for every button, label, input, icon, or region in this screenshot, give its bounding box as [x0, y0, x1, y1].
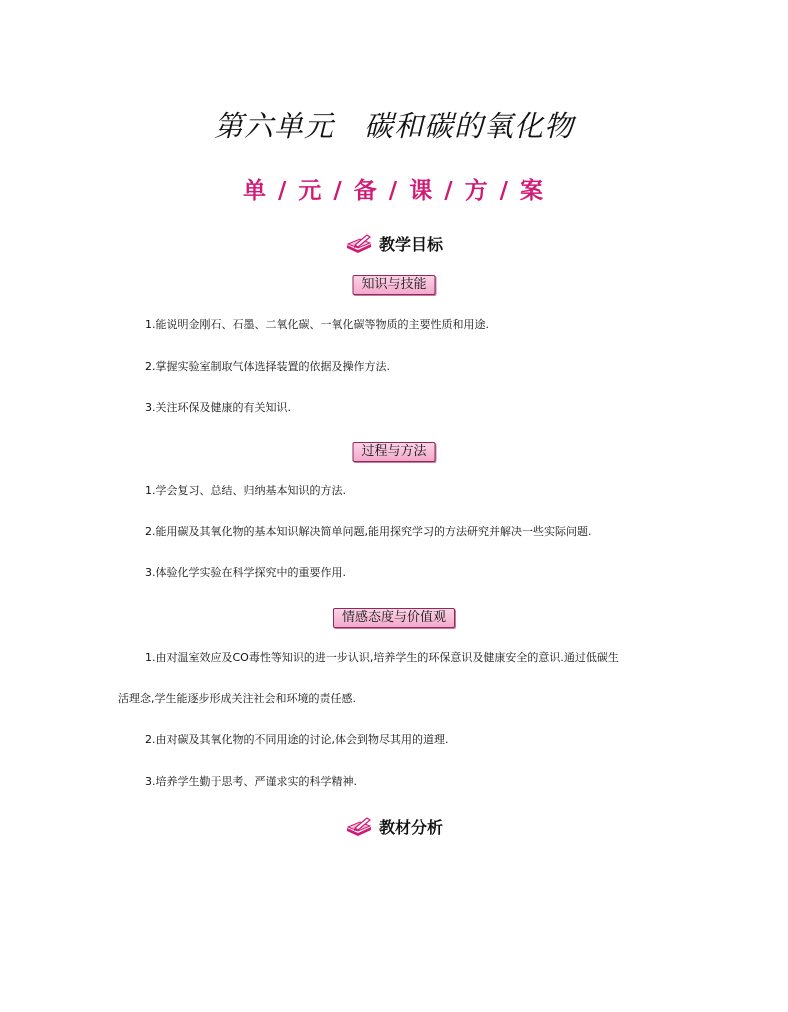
paragraph: 3.体验化学实验在科学探究中的重要作用.	[145, 566, 346, 579]
section-heading-material-analysis: 教材分析	[0, 815, 788, 838]
page-subtitle: 单 / 元 / 备 / 课 / 方 / 案	[242, 178, 546, 204]
book-pencil-icon	[345, 816, 373, 838]
paragraph-continuation: 活理念,学生能逐步形成关注社会和环境的责任感.	[118, 692, 356, 705]
paragraph: 1.学会复习、总结、归纳基本知识的方法.	[145, 484, 346, 497]
paragraph: 2.掌握实验室制取气体选择装置的依据及操作方法.	[145, 360, 390, 373]
paragraph: 2.由对碳及其氧化物的不同用途的讨论,体会到物尽其用的道理.	[145, 733, 449, 746]
book-pencil-icon	[345, 233, 373, 255]
tag-knowledge-skills: 知识与技能	[352, 275, 435, 295]
paragraph: 2.能用碳及其氧化物的基本知识解决简单问题,能用探究学习的方法研究并解决一些实际问题.	[145, 525, 592, 538]
section-heading-teaching-goals: 教学目标	[0, 232, 788, 255]
paragraph: 1.由对温室效应及CO毒性等知识的进一步认识,培养学生的环保意识及健康安全的意识.通过低碳生	[145, 651, 619, 664]
paragraph: 3.培养学生勤于思考、严谨求实的科学精神.	[145, 775, 357, 788]
paragraph: 3.关注环保及健康的有关知识.	[145, 401, 291, 414]
paragraph: 1.能说明金刚石、石墨、二氧化碳、一氧化碳等物质的主要性质和用途.	[145, 318, 489, 331]
tag-emotion-values: 情感态度与价值观	[333, 608, 455, 628]
tag-process-methods: 过程与方法	[352, 442, 435, 462]
page-title: 第六单元 碳和碳的氧化物	[213, 109, 574, 143]
